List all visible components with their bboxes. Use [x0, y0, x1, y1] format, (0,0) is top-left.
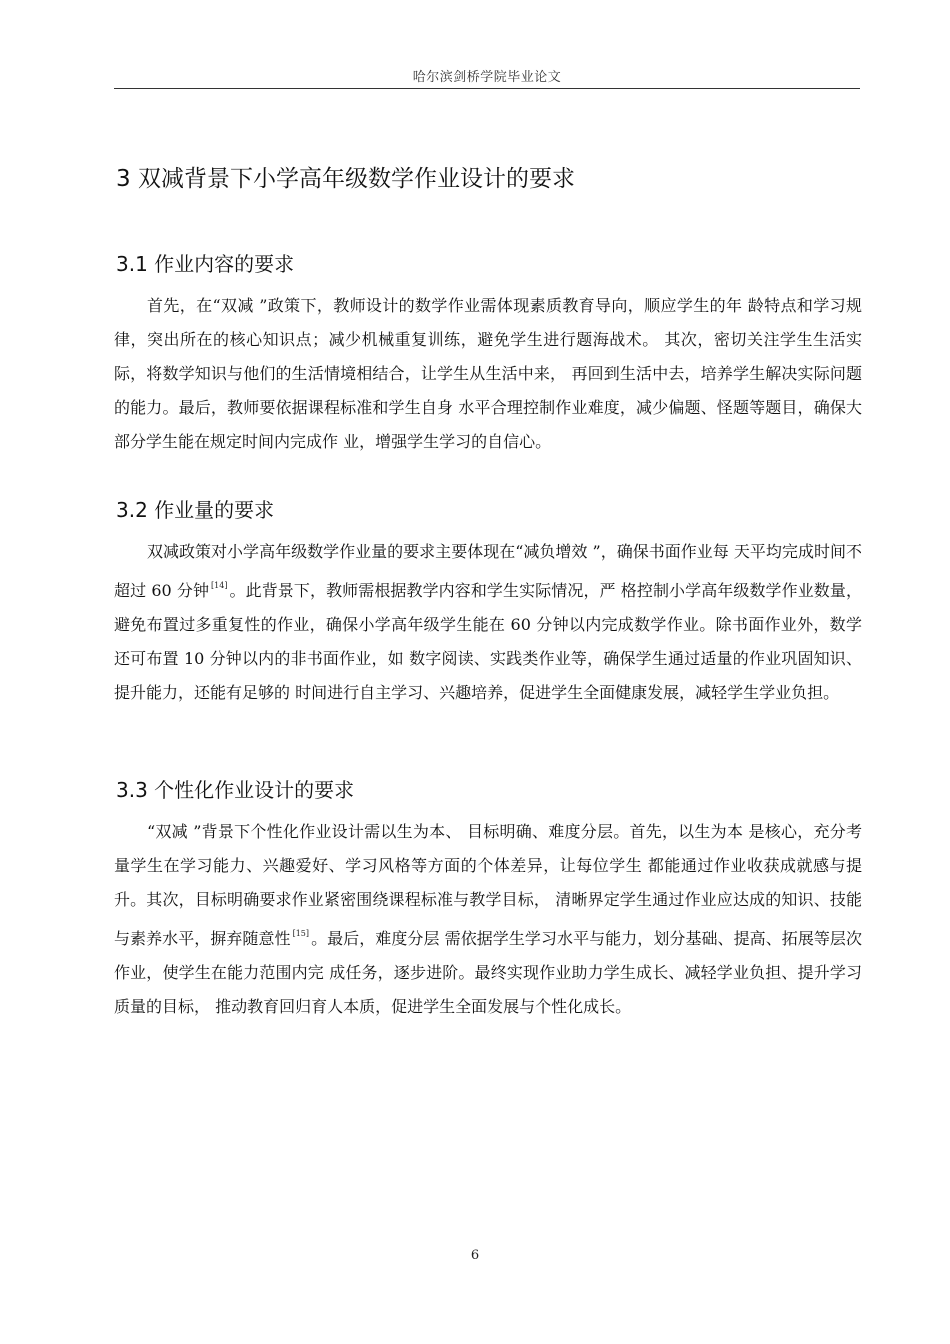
page-number: 6	[470, 1248, 480, 1263]
section-paragraph-3-1: 首先，在“双减 ”政策下，教师设计的数学作业需体现素质教育导向，顺应学生的年 龄特点和学习规律，突出所在的核心知识点；减少机械重复训练，避免学生进行题海战术。 其次，密切关注学生生活实际，将数学知识与他们的生活情境相结合，让学生从生活中来， 再回到生活中去，培养学生解决实际问题的能力。最后，教师要依据课程标准和学生自身 水平合理控制作业难度，减少偏题、怪题等题目，确保大部分学生能在规定时间内完成作 业，增强学生学习的自信心。	[114, 296, 862, 451]
section-heading-3-3: 3.3 个性化作业设计的要求	[116, 778, 355, 802]
section-paragraph-3-3	[114, 815, 862, 1024]
running-header: 哈尔滨剑桥学院毕业论文	[412, 70, 562, 85]
chapter-title: 3 双减背景下小学高年级数学作业设计的要求	[116, 166, 575, 192]
paragraph-text: 。最后，难度分层 需依据学生学习水平与能力，划分基础、提高、拓展等层次作业，使学生在能力范围内完 成任务，逐步进阶。最终实现作业助力学生成长、减轻学业负担、提升学习质量的目标， 推动教育回归育人本质，促进学生全面发展与个性化成长。	[114, 929, 862, 1016]
section-heading-3-1: 3.1 作业内容的要求	[116, 252, 295, 276]
paragraph-text: 。此背景下，教师需根据教学内容和学生实际情况，严 格控制小学高年级数学作业数量，避免布置过多重复性的作业，确保小学高年级学生能在 60 分钟以内完成数学作业。除书面作业外，数学还可布置 10 分钟以内的非书面作业，如 数字阅读、实践类作业等，确保学生通过适量的作业巩固知识、提升能力，还能有足够的 时间进行自主学习、兴趣培养，促进学生全面健康发展，减轻学生学业负担。	[114, 581, 862, 702]
paragraph-text: “双减 ”背景下个性化作业设计需以生为本、 目标明确、难度分层。首先，以生为本 是核心，充分考量学生在学习能力、兴趣爱好、学习风格等方面的个体差异，让每位学生 都能通过作业收获成就感与提升。其次，目标明确要求作业紧密围绕课程标准与教学目标， 清晰界定学生通过作业应达成的知识、技能与素养水平，摒弃随意性	[114, 822, 862, 948]
section-heading-3-2: 3.2 作业量的要求	[116, 498, 275, 522]
paragraph-text: 双减政策对小学高年级数学作业量的要求主要体现在“减负增效 ”，确保书面作业每 天平均完成时间不超过 60 分钟	[114, 542, 862, 600]
citation-ref-15: [15]	[292, 929, 310, 938]
section-paragraph-3-2	[114, 535, 862, 710]
header-divider	[114, 88, 860, 89]
citation-ref-14: [14]	[211, 581, 228, 590]
